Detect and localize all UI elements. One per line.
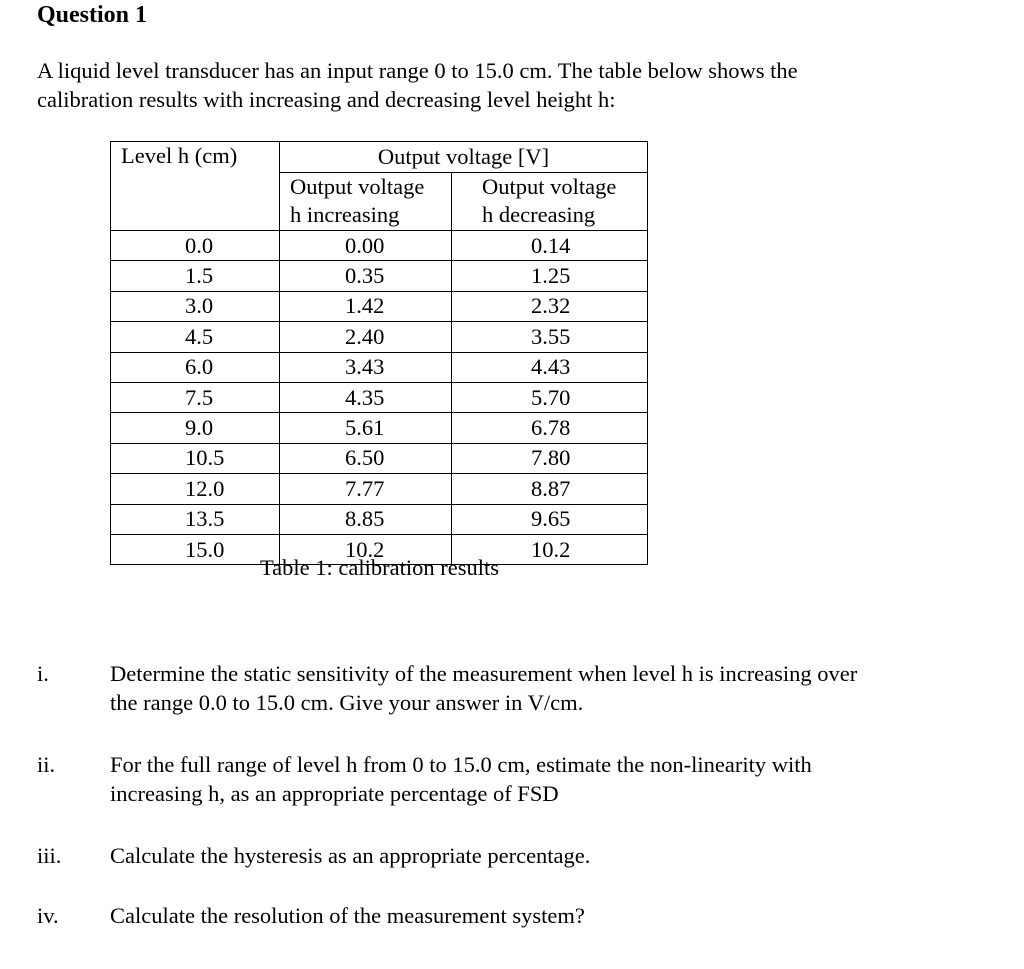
- increasing-voltage-cell: [280, 231, 452, 261]
- increasing-voltage-cell: [280, 474, 452, 504]
- table-row: [111, 322, 648, 352]
- table-body: [111, 231, 648, 565]
- table-row: [111, 474, 648, 504]
- increasing-voltage-cell: [280, 382, 452, 412]
- cell-value: 8.87: [531, 475, 571, 501]
- increasing-header-line2: h increasing: [290, 202, 400, 227]
- increasing-voltage-cell: [280, 504, 452, 534]
- table-row: [111, 504, 648, 534]
- decreasing-voltage-cell: [452, 382, 648, 412]
- cell-value: 6.50: [345, 445, 385, 471]
- question-line: the range 0.0 to 15.0 cm. Give your answer in V/cm.: [110, 690, 584, 715]
- cell-value: 2.40: [345, 323, 385, 349]
- level-cell: [111, 322, 280, 352]
- cell-value: 3.43: [345, 354, 385, 380]
- table-row: [111, 291, 648, 321]
- question-number: iv.: [37, 903, 59, 928]
- table-row: [111, 261, 648, 291]
- cell-value: 10.2: [345, 536, 385, 562]
- cell-value: 7.5: [185, 384, 214, 410]
- question-line: For the full range of level h from 0 to 15.0 cm, estimate the non-linearity with: [110, 752, 812, 777]
- cell-value: 2.32: [531, 293, 571, 319]
- cell-value: 13.5: [185, 506, 225, 532]
- question-text: [110, 901, 990, 930]
- decreasing-voltage-cell: [452, 474, 648, 504]
- table-caption: Table 1: calibration results: [260, 555, 499, 580]
- decreasing-voltage-cell: [452, 322, 648, 352]
- table-row: [111, 382, 648, 412]
- cell-value: 7.77: [345, 475, 385, 501]
- level-cell: [111, 413, 280, 443]
- decreasing-voltage-cell: [452, 291, 648, 321]
- level-cell: [111, 382, 280, 412]
- cell-value: 6.0: [185, 354, 214, 380]
- question-text: [110, 659, 990, 717]
- cell-value: 0.00: [345, 232, 385, 258]
- table-row: [111, 413, 648, 443]
- decreasing-voltage-cell: [452, 413, 648, 443]
- decreasing-header-line2: h decreasing: [482, 202, 596, 227]
- intro-line: calibration results with increasing and decreasing level height h:: [37, 87, 616, 112]
- cell-value: 10.5: [185, 445, 225, 471]
- level-cell: [111, 443, 280, 473]
- increasing-voltage-cell: [280, 443, 452, 473]
- increasing-voltage-cell: [280, 352, 452, 382]
- increasing-voltage-cell: [280, 261, 452, 291]
- question-number: iii.: [37, 843, 62, 868]
- question-line: increasing h, as an appropriate percentage of FSD: [110, 781, 559, 806]
- intro-paragraph: [37, 56, 937, 114]
- question-number: ii.: [37, 752, 56, 777]
- level-cell: [111, 504, 280, 534]
- question-number: i.: [37, 661, 49, 686]
- cell-value: 0.0: [185, 232, 214, 258]
- cell-value: 12.0: [185, 475, 225, 501]
- increasing-header-line1: Output voltage: [290, 174, 425, 199]
- level-cell: [111, 291, 280, 321]
- decreasing-voltage-cell: [452, 443, 648, 473]
- level-cell: [111, 231, 280, 261]
- level-cell: [111, 352, 280, 382]
- cell-value: 5.70: [531, 384, 571, 410]
- cell-value: 5.61: [345, 415, 385, 441]
- level-cell: [111, 534, 280, 564]
- table-row: [111, 443, 648, 473]
- intro-line: A liquid level transducer has an input range 0 to 15.0 cm. The table below shows the: [37, 58, 798, 83]
- cell-value: 1.42: [345, 293, 385, 319]
- table-row: [111, 231, 648, 261]
- cell-value: 8.85: [345, 506, 385, 532]
- cell-value: 3.0: [185, 293, 214, 319]
- increasing-voltage-cell: [280, 291, 452, 321]
- question-text: [110, 841, 990, 870]
- question-line: Determine the static sensitivity of the measurement when level h is increasing over: [110, 661, 858, 686]
- decreasing-voltage-cell: [452, 261, 648, 291]
- question-title: Question 1: [37, 2, 148, 28]
- cell-value: 1.25: [531, 263, 571, 289]
- cell-value: 4.35: [345, 384, 385, 410]
- cell-value: 0.35: [345, 263, 385, 289]
- calibration-table: [110, 141, 648, 565]
- level-cell: [111, 261, 280, 291]
- increasing-voltage-cell: [280, 413, 452, 443]
- output-voltage-group-header: Output voltage [V]: [280, 142, 648, 173]
- cell-value: 9.65: [531, 506, 571, 532]
- cell-value: 15.0: [185, 536, 225, 562]
- decreasing-header-line1: Output voltage: [482, 174, 617, 199]
- decreasing-voltage-cell: [452, 504, 648, 534]
- decreasing-voltage-cell: [452, 352, 648, 382]
- level-column-header: Level h (cm): [121, 143, 238, 168]
- cell-value: 10.2: [531, 536, 571, 562]
- cell-value: 7.80: [531, 445, 571, 471]
- cell-value: 0.14: [531, 232, 571, 258]
- cell-value: 6.78: [531, 415, 571, 441]
- level-cell: [111, 474, 280, 504]
- decreasing-voltage-cell: [452, 231, 648, 261]
- cell-value: 4.43: [531, 354, 571, 380]
- cell-value: 1.5: [185, 263, 214, 289]
- table-row: [111, 352, 648, 382]
- question-text: [110, 750, 990, 808]
- table-header-row: [111, 142, 648, 173]
- question-line: Calculate the hysteresis as an appropriate percentage.: [110, 843, 591, 868]
- increasing-voltage-cell: [280, 322, 452, 352]
- cell-value: 9.0: [185, 415, 214, 441]
- cell-value: 3.55: [531, 323, 571, 349]
- cell-value: 4.5: [185, 323, 214, 349]
- question-line: Calculate the resolution of the measurement system?: [110, 903, 585, 928]
